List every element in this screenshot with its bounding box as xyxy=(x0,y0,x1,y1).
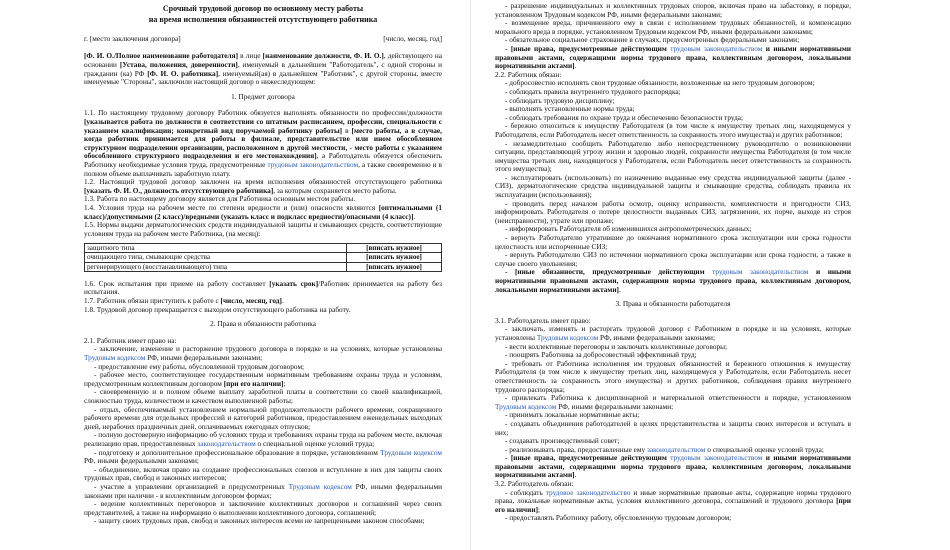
clause-text: 1.6. Срок испытания при приеме на работу составляет xyxy=(84,278,270,288)
clause-text: . xyxy=(281,296,284,306)
item-text: о специальной оценке условий труда; xyxy=(255,438,375,448)
clause-text: . xyxy=(413,211,416,221)
clause-3-1: 3.1. Работодатель имеет право: xyxy=(495,315,591,325)
list-item: - вернуть Работодателю СИЗ по истечении нормативного срока эксплуатации или срока годности, а также в случае своего увольнения; xyxy=(495,250,851,268)
placeholder-text: [при его наличии] xyxy=(495,496,851,514)
left-column xyxy=(84,2,442,526)
clause-1-2 xyxy=(84,178,442,195)
list-item xyxy=(495,45,851,71)
list-item: - соблюдать требования по охране труда и обеспечению безопасности труда; xyxy=(505,112,744,122)
list-item: - соблюдать правила внутреннего трудового распорядка; xyxy=(505,86,681,96)
table-row xyxy=(85,253,442,262)
clause-2-1: 2.1. Работник имеет право на: xyxy=(84,335,177,345)
authority-basis-placeholder: [Устава, положения, доверенности] xyxy=(119,60,238,69)
table-cell-type: защитного типа xyxy=(85,244,347,253)
list-item: - создавать объединения работодателей в целях представительства и защиты своих интересов и вступать в них; xyxy=(495,418,851,437)
item-text: РФ, иными федеральными законами; xyxy=(145,353,263,363)
clause-3-2: 3.2. Работодатель обязан: xyxy=(495,479,574,489)
list-item: - предоставлять Работнику работу, обусловленную трудовым договором; xyxy=(505,513,732,523)
clause-text: , за которым сохраняется место работы. xyxy=(273,185,397,195)
list-item xyxy=(84,371,442,388)
employer-name-placeholder: [Ф. И. О./Полное наименование работодателя] xyxy=(84,51,238,61)
list-item: - создавать производственный совет; xyxy=(505,436,620,446)
clause-text: 1.1. По настоящему трудовому договору Работник обязуется выполнять обязанности по профессии/должности xyxy=(84,108,442,118)
item-text: - заключать, изменять и расторгать трудовой договор с Работником в порядке и на условиях, которые установлены xyxy=(495,324,851,342)
list-item xyxy=(84,449,442,466)
item-text: о специальной оценке условий труда; xyxy=(705,444,824,454)
placeholder-text: [число, месяц, год] xyxy=(220,296,282,306)
placeholder-text: [оптимальными (1 класс)/допустимыми (2 класс)/вредными (указать класс и подкласс вредности)/опасными (4 класс)] xyxy=(84,202,442,221)
list-item: - обязательное социальное страхование в случаях, предусмотренных федеральными законами; xyxy=(505,35,800,45)
document-title-line-2: на время исполнения обязанностей отсутствующего работника xyxy=(148,15,378,25)
list-item xyxy=(495,325,851,342)
contract-date: [число, месяц, год] xyxy=(383,33,442,43)
list-item xyxy=(495,454,851,480)
intro-paragraph xyxy=(84,52,442,86)
list-item xyxy=(495,394,851,411)
list-item: - возмещение вреда, причиненного ему в связи с исполнением трудовых обязанностей, и компенсацию морального вреда в порядке, установленном Трудовым кодексом РФ, иными федеральными законами; xyxy=(495,18,851,36)
item-text: - соблюдать xyxy=(505,487,546,497)
item-text: РФ, иными федеральными законами; xyxy=(598,332,715,342)
clause-1-3: 1.3. Работа по настоящему договору является для Работника основным местом работы. xyxy=(84,194,356,204)
list-item: - выполнять установленные нормы труда; xyxy=(505,104,635,114)
placeholder-text: [место работы, а в случае, когда работник принимается для работы в филиале, представительстве или ином обособленном структурном подразделении организации, расположенном в другой местности, - место работы с указанием обособленного структурного подразделения и его местонахождения] xyxy=(84,125,442,161)
table-cell-value: [вписать нужное] xyxy=(347,253,442,262)
placeholder-text: - [иные права, предусмотренные действующим xyxy=(505,453,671,463)
table-cell-value: [вписать нужное] xyxy=(347,244,442,253)
item-text: . xyxy=(619,284,621,294)
item-text: ; xyxy=(283,378,286,388)
labor-code-link[interactable]: Трудовым кодексом xyxy=(84,353,146,363)
labor-code-link[interactable]: Трудовым кодексом xyxy=(495,401,557,411)
list-item xyxy=(84,345,442,362)
item-text: РФ, иными федеральными законами при наличии - в коллективным договором формах; xyxy=(84,481,442,500)
labor-legislation-link[interactable]: трудовое законодательство xyxy=(545,487,631,497)
clause-1-4 xyxy=(84,204,442,221)
labor-code-link[interactable]: Трудовым кодексом xyxy=(380,447,442,457)
list-item: - эксплуатировать (использовать) по назначению выданные ему средства индивидуальной защиты (далее - СИЗ), дерматологические средства индивидуальной защиты и смывающие средства, соблюдать правила их эксплуатации (использования); xyxy=(495,172,851,200)
labor-law-link[interactable]: трудовым законодательством xyxy=(712,267,809,277)
list-item: - добросовестно исполнять свои трудовые обязанности, возложенные на него трудовым договором; xyxy=(505,78,815,88)
clause-text: в xyxy=(342,125,352,135)
labor-code-link[interactable]: Трудовым кодексом xyxy=(536,332,599,342)
item-text: - привлекать Работника к дисциплинарной и материальной ответственности в порядке, установленном xyxy=(505,393,851,403)
document-title-line-1: Срочный трудовой договор по основному месту работы xyxy=(162,4,364,13)
list-item: - ведение коллективных переговоров и заключение коллективных договоров и соглашений через своих представителей, а также на информацию о выполнении коллективного договора, соглашений; xyxy=(84,499,442,517)
item-text: РФ, иными федеральными законами; xyxy=(556,401,674,411)
intro-text-1: в лице xyxy=(238,51,263,61)
list-item: - соблюдать трудовую дисциплину; xyxy=(505,95,615,105)
list-item: - объединение, включая право на создание профессиональных союзов и вступление в них для защиты своих трудовых прав, свобод и законных интересов; xyxy=(84,464,442,483)
legislation-link[interactable]: законодательством xyxy=(647,444,706,454)
table-cell-type: очищающего типа, смывающие средства xyxy=(85,253,347,262)
protective-means-table xyxy=(84,243,442,272)
list-item: - предоставление ему работы, обусловленной трудовым договором; xyxy=(94,361,305,371)
clause-text: , а Работодатель обязуется обеспечить Работнику необходимые условия труда, предусмотренные xyxy=(84,151,442,169)
labor-law-link[interactable]: трудовым законодательством xyxy=(670,43,763,53)
list-item: - незамедлительно сообщить Работодателю либо непосредственному руководителю о возникновении ситуации, представляющей угрозу жизни и здоровью людей, сохранности имущества Работодателя (в том числе имущества третьих лиц, находящегося у Работодателя, если Работодатель несет ответственность за сохранность этого имущества); xyxy=(495,138,851,174)
list-item: - вести коллективные переговоры и заключать коллективные договоры; xyxy=(505,341,728,351)
list-item: - защиту своих трудовых прав, свобод и законных интересов всеми не запрещенными законом способами; xyxy=(94,516,425,526)
place-date-row xyxy=(84,35,442,44)
item-text: - полную достоверную информацию об условиях труда и требованиях охраны труда на рабочем месте, включая реализацию прав, предоставленных xyxy=(84,430,442,448)
placeholder-text: [указать срок] xyxy=(269,278,319,288)
employee-name-placeholder: [Ф. И. О. работника] xyxy=(147,68,219,78)
intro-text-2: , действующего на основании xyxy=(84,51,442,69)
clause-text: 1.4. Условия труда на рабочем месте по степени вредности и (или) опасности являются xyxy=(84,202,379,212)
clause-text: 1.7. Работник обязан приступить к работе с xyxy=(84,296,221,306)
labor-law-link[interactable]: трудовым законодательством xyxy=(267,159,359,169)
clause-1-1 xyxy=(84,109,442,178)
placeholder-text: и иными нормативными правовыми актами, содержащими нормы трудового права, коллективным договором, локальными нормативными актами] xyxy=(495,43,851,71)
list-item: - требовать от Работника исполнения им трудовых обязанностей и бережного отношения к имуществу Работодателя (в том числе к имуществу третьих лиц, находящемуся у Работодателя, если Работодатель несет ответственность за сохранность этого имущества) и других работников, соблюдения правил внутреннего трудового распорядка; xyxy=(495,358,851,394)
clause-text: , а также своевременно и в полном объеме выплачивать заработную плату. xyxy=(84,159,442,178)
list-item: - поощрять Работника за добросовестный эффективный труд; xyxy=(505,350,697,360)
list-item: - бережно относиться к имуществу Работодателя (в том числе к имуществу третьих лиц, находящемуся у Работодателя, если Работодатель несет ответственность за сохранность этого имущества) и других работников; xyxy=(495,121,851,139)
placeholder-text: - [иные права, предусмотренные действующим xyxy=(505,43,671,53)
representative-placeholder: [наименование должности, Ф. И. О.] xyxy=(262,51,384,61)
clause-2-2: 2.2. Работник обязан: xyxy=(495,69,562,79)
column-divider xyxy=(470,0,471,550)
clause-text: /Работник принимается на работу без испытания. xyxy=(84,278,443,297)
table-cell-type: регенерирующего (восстанавливающего) типа xyxy=(85,262,347,271)
right-column xyxy=(495,2,851,523)
item-text: - рабочее место, соответствующее государственным нормативным требованиям охраны труда и условиям, предусмотренным коллективным договором xyxy=(84,370,442,388)
item-text: . xyxy=(574,470,577,480)
intro-text-3: , именуемый в дальнейшем "Работодатель", с одной стороны и гражданин (ка) РФ xyxy=(84,60,443,78)
table-row xyxy=(85,262,442,271)
item-text: и иные нормативные правовые акты, содержащие нормы трудового права, локальные нормативные акты, условия коллективного договора, соглашений и трудового договора xyxy=(495,487,851,506)
list-item: - проводить перед началом работы осмотр, оценку исправности, комплектности и пригодности СИЗ, информировать Работодателя о потере целостности выданных СИЗ, загрязнении, их порче, выходе из строя (неисправности), утрате или пропаже; xyxy=(495,198,851,225)
clause-text: 1.2. Настоящий трудовой договор заключен на время исполнения обязанностей отсутствующего работника xyxy=(84,177,442,187)
item-text: РФ, иными федеральными законами; xyxy=(84,456,199,466)
item-text: . xyxy=(574,61,577,71)
item-text: ; xyxy=(538,504,541,514)
clause-1-5: 1.5. Нормы выдачи дерматологических средств индивидуальной защиты и смывающих средств, соответствующие условиям труда на рабочем месте Работника, (на месяц): xyxy=(84,220,442,238)
list-item xyxy=(495,489,851,515)
list-item: - вернуть Работодателю утратившие до окончания нормативного срока эксплуатации или срока годности целостность или испорченные СИЗ; xyxy=(495,233,851,251)
labor-code-link[interactable]: Трудовым кодексом xyxy=(288,481,352,491)
list-item xyxy=(84,483,442,500)
table-cell-value: [вписать нужное] xyxy=(347,262,442,271)
list-item: - разрешение индивидуальных и коллективных трудовых споров, включая право на забастовку, в порядке, установленном Трудовым кодексом РФ, иными федеральными законами; xyxy=(495,1,851,19)
placeholder-text: [указать Ф. И. О., должность отсутствующего работника] xyxy=(84,185,274,195)
item-text: - подготовку и дополнительное профессиональное образование в порядке, установленном xyxy=(94,447,381,457)
placeholder-text: и иными нормативными правовыми актами, содержащими нормы трудового права, коллективным договором, локальными нормативными актами] xyxy=(495,453,851,480)
legislation-link[interactable]: законодательством xyxy=(197,438,256,448)
list-item: - принимать локальные нормативные акты; xyxy=(505,410,640,420)
clause-1-6 xyxy=(84,280,442,297)
section-3-heading: 3. Права и обязанности работодателя xyxy=(615,299,731,309)
labor-law-link[interactable]: трудовым законодательством xyxy=(670,453,763,463)
list-item xyxy=(84,431,442,448)
placeholder-text: - [иные обязанности, предусмотренные действующим xyxy=(505,267,713,277)
contract-place: г. [место заключения договора] xyxy=(84,33,181,43)
placeholder-text: [при его наличии] xyxy=(223,378,284,388)
intro-text-4: , именуемый(ая) в дальнейшем "Работник", с другой стороны, вместе именуемые "Стороны", заключили настоящий договор о нижеследующем: xyxy=(84,68,442,87)
placeholder-text: и иными нормативными правовыми актами, содержащими нормы трудового права, коллективным договором, локальными нормативными актами] xyxy=(495,267,851,294)
placeholder-text: [указывается работа по должности в соответствии со штатным расписанием, профессии, специальности с указанием квалификации; конкретный вид поручаемой работнику работы] xyxy=(84,116,442,135)
list-item: - своевременную и в полном объеме выплату заработной платы в соответствии со своей квалификацией, сложностью труда, количеством и качеством выполненной работы; xyxy=(84,387,442,406)
list-item: - информировать Работодателя об изменившихся антропометрических данных; xyxy=(505,224,752,234)
list-item xyxy=(495,268,851,294)
list-item: - отдых, обеспечиваемый установлением нормальной продолжительности рабочего времени, сокращенного рабочего времени для отдельных профессий и категорий работников, предоставлением еженедельных выходных дней, нерабочих праздничных дней, оплачиваемых ежегодных отпусков; xyxy=(84,404,442,431)
item-text: - участие в управлении организацией в предусмотренных xyxy=(94,481,289,491)
table-row xyxy=(85,244,442,253)
item-text: - реализовывать права, предоставленные ему xyxy=(505,444,648,454)
section-2-heading: 2. Права и обязанности работника xyxy=(210,319,316,329)
section-1-heading: 1. Предмет договора xyxy=(231,91,295,101)
clause-1-8: 1.8. Трудовой договор прекращается с выходом отсутствующего работника на работу. xyxy=(84,304,351,314)
item-text: - заключение, изменение и расторжение трудового договора в порядке и на условиях, которые установлены xyxy=(94,344,442,354)
